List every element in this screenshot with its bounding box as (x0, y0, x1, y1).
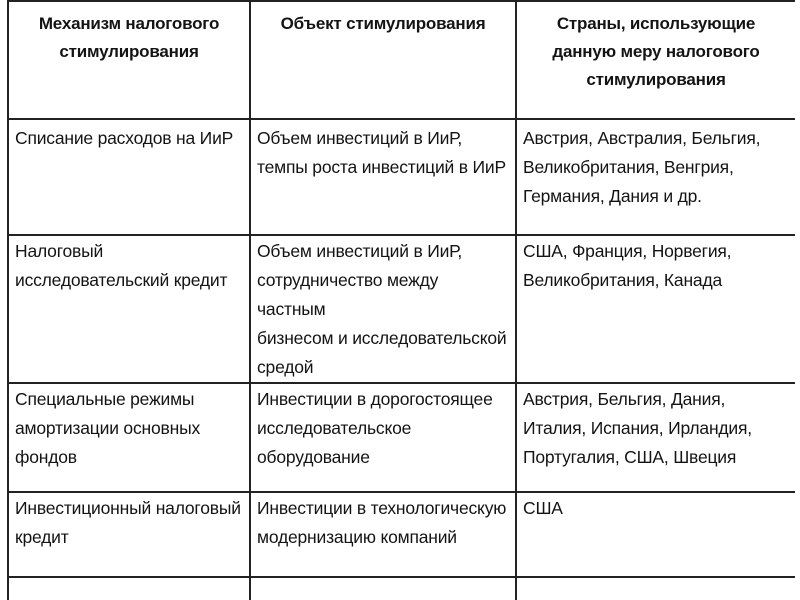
cell-mechanism-partial (8, 577, 250, 600)
tax-incentives-table-container (7, 0, 795, 600)
table-header-row (8, 1, 795, 119)
header-mechanism: Механизм налогового стимулирования (8, 1, 250, 119)
cell-mechanism: Налоговый исследовательский кредит (8, 235, 250, 383)
header-object: Объект стимулирования (250, 1, 516, 119)
cell-countries: Австрия, Бельгия, Дания, Италия, Испания, Ирландия, Португалия, США, Швеция (516, 383, 795, 492)
cell-countries: США (516, 492, 795, 577)
cell-countries: Австрия, Австралия, Бельгия, Великобритания, Венгрия, Германия, Дания и др. (516, 119, 795, 235)
header-countries: Страны, использующие данную меру налогового стимулирования (516, 1, 795, 119)
table-row (8, 235, 795, 383)
cell-countries-partial (516, 577, 795, 600)
cell-mechanism: Списание расходов на ИиР (8, 119, 250, 235)
cell-object: Объем инвестиций в ИиР, сотрудничество между частным бизнесом и исследовательской средой (250, 235, 516, 383)
cell-object-partial (250, 577, 516, 600)
table-row (8, 383, 795, 492)
cell-mechanism: Инвестиционный налоговый кредит (8, 492, 250, 577)
cell-object: Инвестиции в технологическую модернизацию компаний (250, 492, 516, 577)
cell-countries: США, Франция, Норвегия, Великобритания, Канада (516, 235, 795, 383)
table-row (8, 492, 795, 577)
cell-object: Инвестиции в дорогостоящее исследовательское оборудование (250, 383, 516, 492)
table-row-partial (8, 577, 795, 600)
tax-incentives-table (7, 0, 795, 600)
cell-object: Объем инвестиций в ИиР, темпы роста инвестиций в ИиР (250, 119, 516, 235)
table-row (8, 119, 795, 235)
cell-mechanism: Специальные режимы амортизации основных фондов (8, 383, 250, 492)
